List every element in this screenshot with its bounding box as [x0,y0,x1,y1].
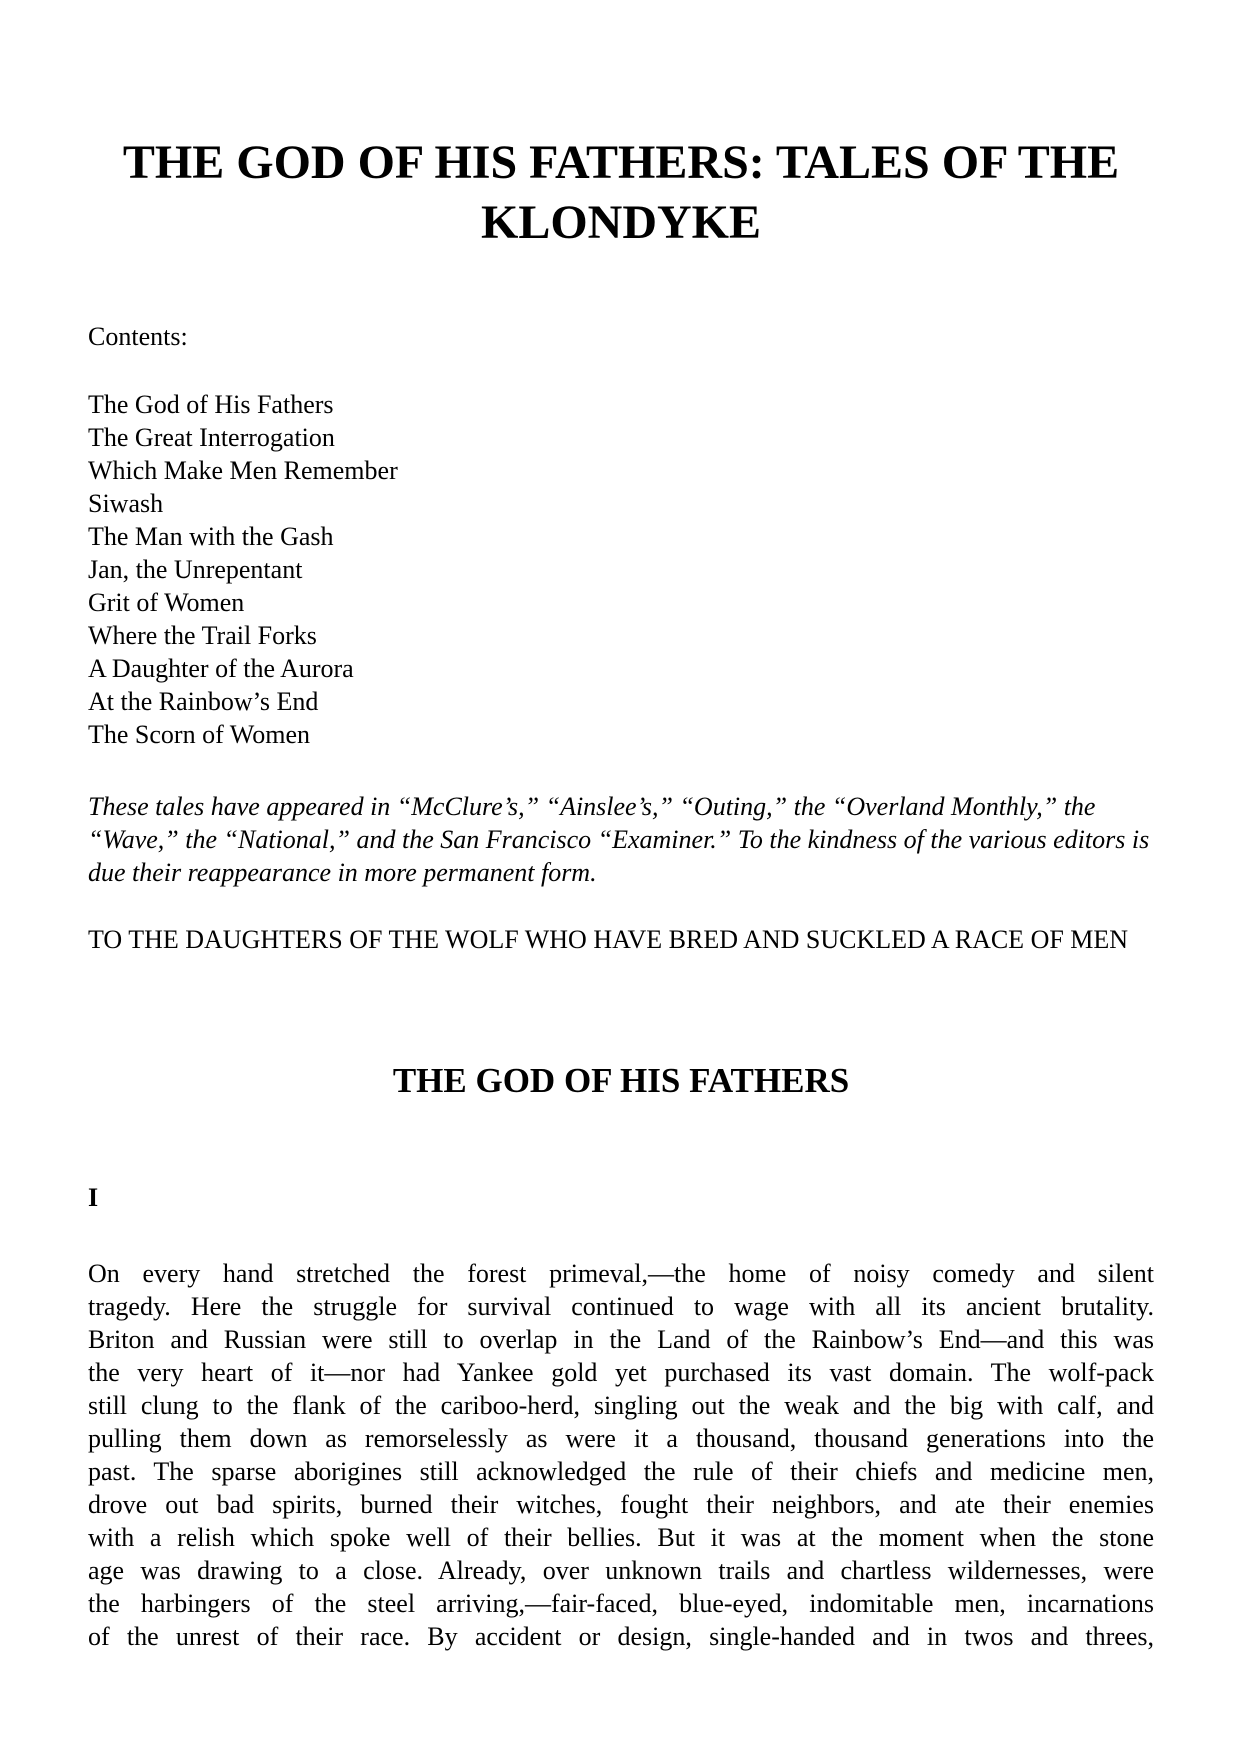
toc-item: Siwash [88,489,164,518]
toc-item: Jan, the Unrepentant [88,555,303,584]
body-line: On every hand stretched the forest primeval,—the home of noisy comedy and silent [88,1259,1154,1288]
dedication: TO THE DAUGHTERS OF THE WOLF WHO HAVE BRED AND SUCKLED A RACE OF MEN [88,925,1129,954]
toc-item: Grit of Women [88,588,245,617]
body-line: Briton and Russian were still to overlap in the Land of the Rainbow’s End—and this was [88,1325,1154,1354]
section-number: I [88,1183,99,1212]
toc-item: The Great Interrogation [88,423,335,452]
toc-item: Where the Trail Forks [88,621,317,650]
toc-item: Which Make Men Remember [88,456,398,485]
body-line: with a relish which spoke well of their bellies. But it was at the moment when the stone [88,1523,1154,1552]
table-of-contents [88,388,398,751]
toc-item: The Man with the Gash [88,522,334,551]
book-title: THE GOD OF HIS FATHERS: TALES OF THE KLONDYKE [122,136,1120,249]
body-line: of the unrest of their race. By accident or design, single-handed and in twos and threes, [88,1622,1154,1651]
publication-note: These tales have appeared in “McClure’s,” “Ainslee’s,” “Outing,” the “Overland Monthly,” the “Wave,” the “National,” and the San Francisco “Examiner.” To the kindness of the various editors is due their reappearance in more permanent form. [88,792,1150,887]
body-line: pulling them down as remorselessly as were it a thousand, thousand generations into the [88,1424,1154,1453]
story-title: THE GOD OF HIS FATHERS [392,1061,850,1100]
toc-item: The God of His Fathers [88,390,334,419]
body-line: past. The sparse aborigines still acknowledged the rule of their chiefs and medicine men, [88,1457,1154,1486]
body-line: the very heart of it—nor had Yankee gold yet purchased its vast domain. The wolf-pack [88,1358,1154,1387]
body-line: age was drawing to a close. Already, over unknown trails and chartless wildernesses, were [88,1556,1154,1585]
body-line: the harbingers of the steel arriving,—fair-faced, blue-eyed, indomitable men, incarnations [88,1589,1154,1618]
toc-item: The Scorn of Women [88,720,310,749]
body-line: tragedy. Here the struggle for survival continued to wage with all its ancient brutality. [88,1292,1154,1321]
toc-item: At the Rainbow’s End [88,687,319,716]
toc-item: A Daughter of the Aurora [88,654,354,683]
body-line: drove out bad spirits, burned their witches, fought their neighbors, and ate their enemies [88,1490,1154,1519]
body-paragraph [88,1257,1154,1653]
body-line: still clung to the flank of the cariboo-herd, singling out the weak and the big with calf, and [88,1391,1154,1420]
contents-label: Contents: [88,322,188,351]
